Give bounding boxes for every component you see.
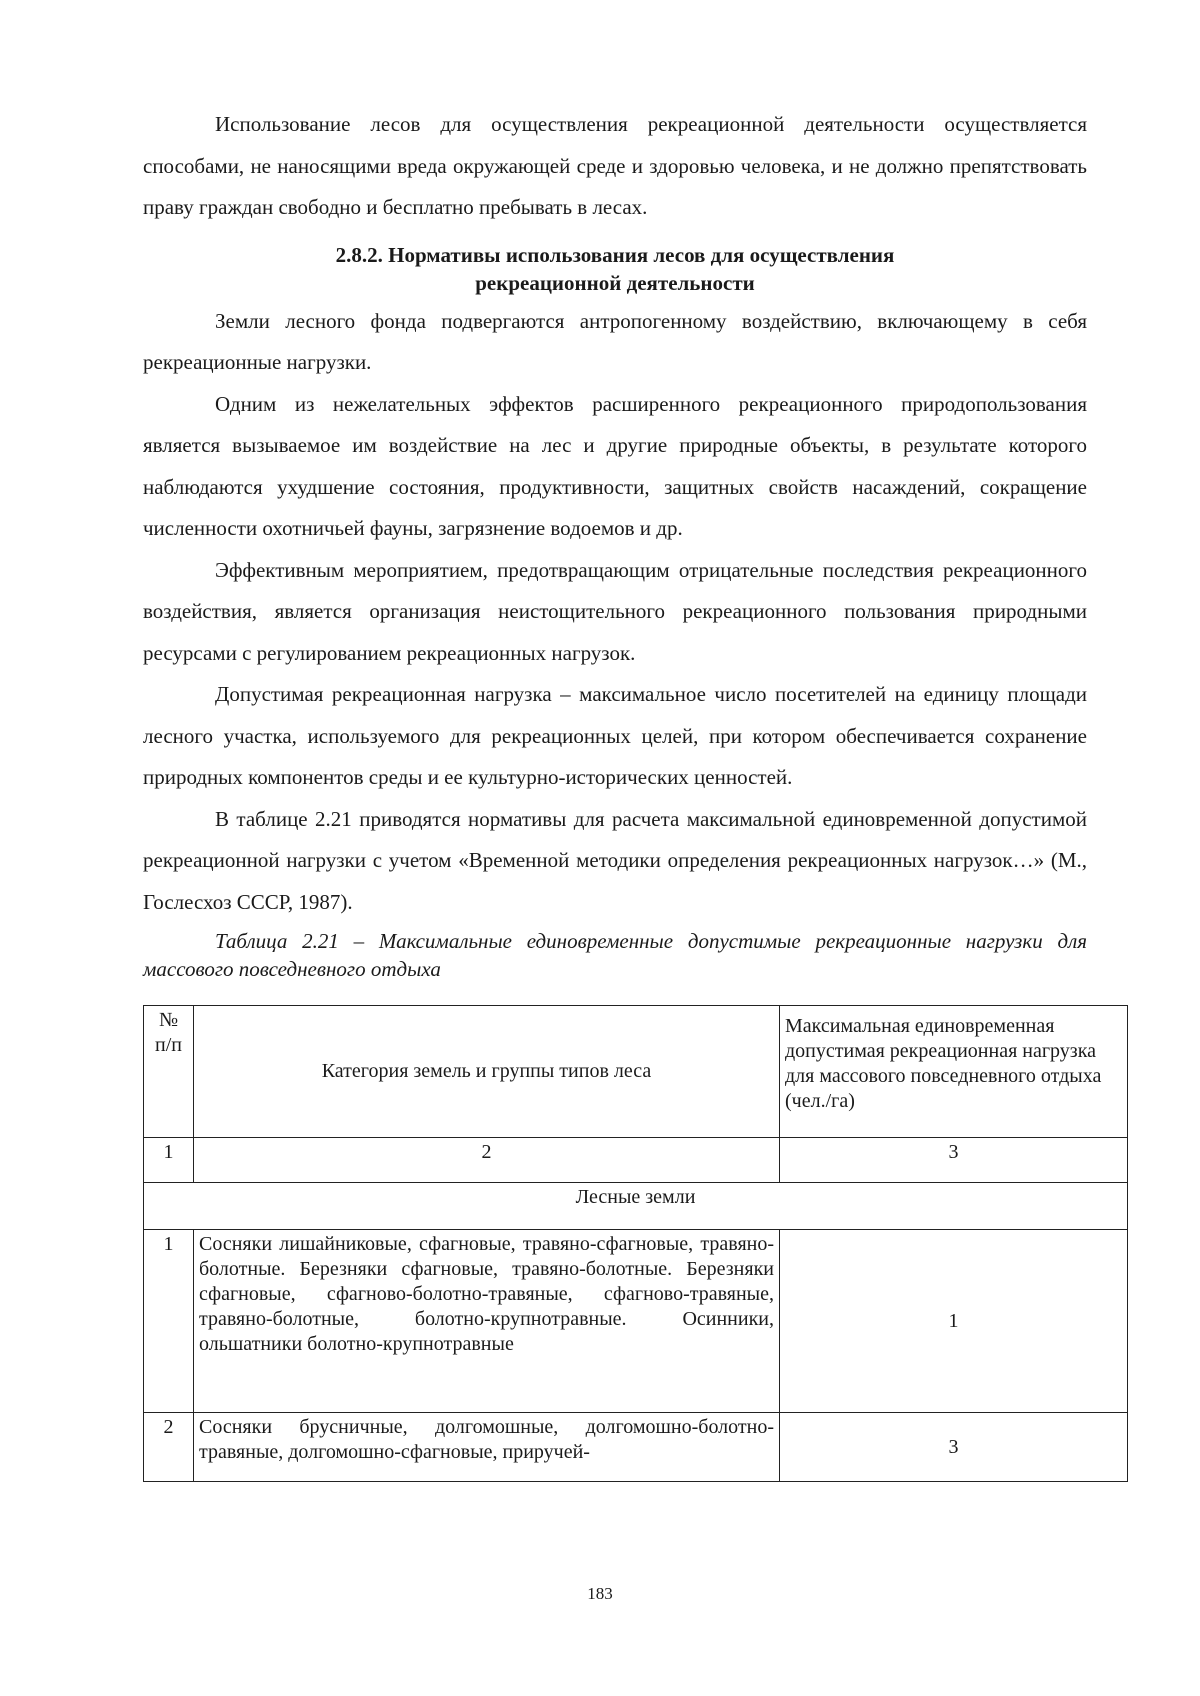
header-load: Максимальная единовременная допустимая рекреационная нагрузка для массового повседневного отдыха (чел./га) bbox=[780, 1006, 1128, 1138]
norms-table bbox=[143, 1005, 1128, 1482]
header-category: Категория земель и группы типов леса bbox=[194, 1006, 780, 1138]
row-num: 1 bbox=[144, 1230, 194, 1413]
paragraph-2: Одним из нежелательных эффектов расширенного рекреационного природопользования является вызываемое им воздействие на лес и другие природные объекты, в результате которого наблюдаются ухудшение состояния, продуктивности, защитных свойств насаждений, сокращение численности охотничьей фауны, загрязнение водоемов и др. bbox=[143, 391, 1087, 540]
table-row bbox=[144, 1230, 1128, 1413]
index-cell: 3 bbox=[780, 1138, 1128, 1183]
paragraph-5: В таблице 2.21 приводятся нормативы для расчета максимальной единовременной допустимой рекреационной нагрузки с учетом «Временной методики определения рекреационных нагрузок…» (М., Гослесхоз СССР, 1987). bbox=[143, 806, 1087, 914]
section-heading bbox=[143, 241, 1087, 297]
header-num: № п/п bbox=[144, 1006, 194, 1138]
row-load: 1 bbox=[780, 1230, 1128, 1413]
table-row bbox=[144, 1413, 1128, 1482]
row-load: 3 bbox=[780, 1413, 1128, 1482]
page-number: 183 bbox=[587, 1584, 613, 1603]
index-cell: 2 bbox=[194, 1138, 780, 1183]
section-label: Лесные земли bbox=[144, 1183, 1128, 1230]
paragraph-3: Эффективным мероприятием, предотвращающим отрицательные последствия рекреационного воздействия, является организация неистощительного рекреационного пользования природными ресурсами с регулированием рекреационных нагрузок. bbox=[143, 557, 1087, 665]
paragraph-intro: Использование лесов для осуществления рекреационной деятельности осуществляется способами, не наносящими вреда окружающей среде и здоровью человека, и не должно препятствовать праву граждан свободно и бесплатно пребывать в лесах. bbox=[143, 112, 1087, 219]
paragraph-1: Земли лесного фонда подвергаются антропогенному воздействию, включающему в себя рекреационные нагрузки. bbox=[143, 308, 1087, 374]
section-heading-line1: 2.8.2. Нормативы использования лесов для осуществления bbox=[335, 242, 895, 267]
section-heading-line2: рекреационной деятельности bbox=[475, 270, 755, 295]
table-header-row bbox=[144, 1006, 1128, 1138]
row-category: Сосняки брусничные, долгомошные, долгомошно-болотно-травяные, долгомошно-сфагновые, приручей- bbox=[194, 1413, 780, 1482]
table-section-row bbox=[144, 1183, 1128, 1230]
paragraph-4: Допустимая рекреационная нагрузка – максимальное число посетителей на единицу площади лесного участка, используемого для рекреационных целей, при котором обеспечивается сохранение природных компонентов среды и ее культурно-исторических ценностей. bbox=[143, 682, 1087, 789]
index-cell: 1 bbox=[144, 1138, 194, 1183]
row-num: 2 bbox=[144, 1413, 194, 1482]
document-page bbox=[143, 104, 1102, 1482]
row-category: Сосняки лишайниковые, сфагновые, травяно-сфагновые, травяно-болотные. Березняки сфагновые, травяно-болотные. Березняки сфагновые, сфагново-болотно-травяные, сфагново-травяные, травяно-болотные, болотно-крупнотравные. Осинники, ольшатники болотно-крупнотравные bbox=[194, 1230, 780, 1413]
table-index-row bbox=[144, 1138, 1128, 1183]
table-caption: Таблица 2.21 – Максимальные единовременные допустимые рекреационные нагрузки для массового повседневного отдыха bbox=[143, 929, 1087, 981]
